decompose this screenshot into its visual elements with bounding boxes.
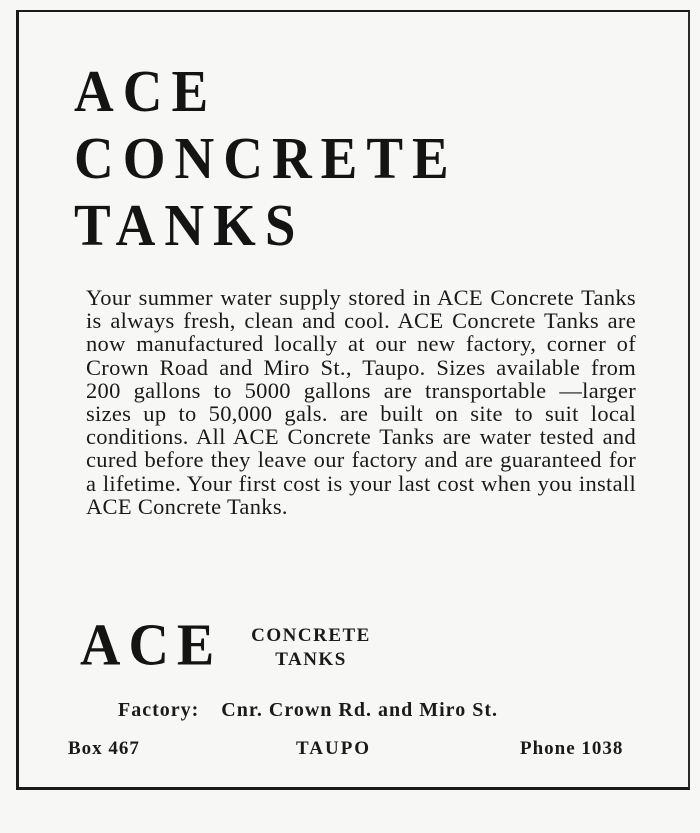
- brand-subtitle: [236, 624, 386, 672]
- body-copy: Your summer water supply stored in ACE Concrete Tanks is always fresh, clean and cool. ACE Concrete Tanks are now manufactured locally at our new factory, corner of Crown Road and Miro St., Taupo. Sizes available from 200 gallons to 5000 gallons are transportable —larger sizes up to 50,000 gals. are built on site to suit local conditions. All ACE Concrete Tanks are water tested and cured before they leave our factory and are guaranteed for a lifetime. Your first cost is your last cost when you install ACE Concrete Tanks.: [86, 285, 636, 519]
- brand-subtitle-line1: CONCRETE: [251, 625, 371, 646]
- phone-number: Phone 1038: [520, 738, 624, 759]
- factory-label: Factory:: [118, 699, 200, 721]
- brand-subtitle-line2: TANKS: [275, 649, 347, 670]
- brand-name: ACE: [80, 612, 223, 679]
- factory-address: Cnr. Crown Rd. and Miro St.: [221, 699, 498, 721]
- po-box: Box 467: [68, 738, 140, 759]
- headline-line-tanks: TANKS: [74, 191, 305, 258]
- headline: [74, 58, 458, 259]
- headline-line-concrete: CONCRETE: [74, 124, 458, 191]
- headline-line-ace: ACE: [74, 58, 218, 124]
- factory-address-line: [118, 698, 498, 722]
- town-name: TAUPO: [296, 738, 372, 759]
